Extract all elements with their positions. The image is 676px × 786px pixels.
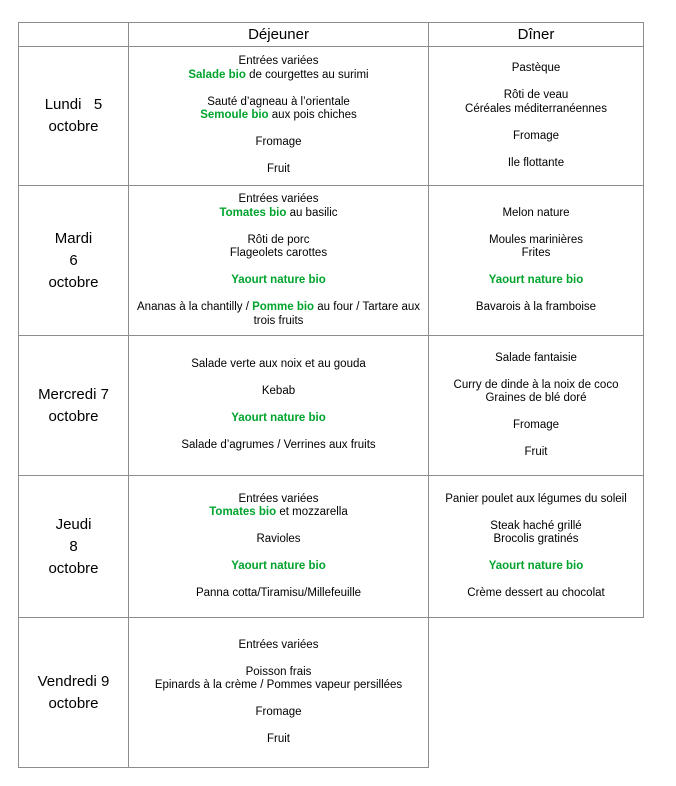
menu-line bbox=[181, 439, 375, 453]
menu-line bbox=[191, 358, 366, 372]
lunch-cell-lundi bbox=[128, 46, 428, 185]
menu-text: Panna cotta/Tiramisu/Millefeuille bbox=[195, 587, 362, 599]
menu-line bbox=[246, 666, 312, 680]
menu-text: au four / Tartare aux trois fruits bbox=[253, 301, 420, 327]
menu-text: Céréales méditerranéennes bbox=[465, 102, 607, 115]
menu-line bbox=[231, 274, 326, 288]
menu-text: Steak haché grillé bbox=[490, 519, 582, 532]
day-cell-mercredi bbox=[18, 335, 128, 475]
menu-text: Entrées variées bbox=[238, 55, 319, 68]
bio-item: Yaourt nature bio bbox=[231, 274, 326, 286]
menu-row-mardi bbox=[18, 185, 644, 335]
dinner-cell-lundi bbox=[428, 46, 644, 185]
menu-line bbox=[489, 274, 584, 288]
menu-text: Fruit bbox=[267, 163, 290, 176]
menu-line bbox=[485, 392, 586, 406]
menu-text: Fromage bbox=[512, 129, 560, 142]
day-line: Vendredi 9 bbox=[37, 672, 110, 690]
menu-text: Entrées variées bbox=[238, 193, 319, 205]
menu-line bbox=[135, 301, 422, 328]
menu-line bbox=[256, 533, 300, 547]
menu-text: Ile flottante bbox=[507, 156, 565, 169]
bio-item: Yaourt nature bio bbox=[488, 560, 584, 572]
menu-line bbox=[247, 234, 309, 248]
menu-text: au basilic bbox=[286, 206, 338, 219]
menu-line bbox=[522, 247, 551, 261]
menu-line bbox=[502, 207, 569, 221]
menu-line bbox=[239, 639, 319, 653]
menu-line bbox=[200, 109, 357, 123]
menu-line bbox=[513, 130, 559, 144]
menu-line bbox=[155, 679, 402, 693]
menu-line bbox=[231, 560, 326, 574]
day-cell-lundi bbox=[18, 46, 128, 185]
menu-text: Salade fantaisie bbox=[495, 351, 577, 364]
day-line: octobre bbox=[48, 118, 99, 135]
menu-line bbox=[267, 733, 290, 747]
menu-line bbox=[209, 506, 347, 520]
day-cell-vendredi bbox=[18, 617, 128, 768]
menu-line bbox=[454, 379, 619, 393]
header-dinner-label: Dîner bbox=[428, 22, 644, 46]
menu-line bbox=[493, 533, 578, 547]
menu-header-row bbox=[18, 22, 644, 46]
menu-line bbox=[476, 301, 596, 315]
menu-text: Crème dessert au chocolat bbox=[467, 587, 605, 599]
lunch-cell-mercredi bbox=[128, 335, 428, 475]
menu-line bbox=[512, 62, 561, 76]
day-line: 6 bbox=[69, 251, 78, 269]
menu-text: Frites bbox=[521, 247, 551, 259]
menu-text: Entrées variées bbox=[238, 638, 319, 651]
bio-item: Yaourt nature bio bbox=[231, 560, 326, 572]
menu-text: Entrées variées bbox=[238, 492, 319, 505]
dinner-cell-jeudi bbox=[428, 475, 644, 617]
menu-line bbox=[231, 412, 326, 426]
menu-row-mercredi bbox=[18, 335, 644, 475]
menu-line bbox=[513, 419, 559, 433]
menu-text: Flageolets carottes bbox=[229, 247, 328, 259]
bio-item: Salade bio bbox=[188, 68, 246, 81]
menu-text: Epinards à la crème / Pommes vapeur persillées bbox=[154, 679, 403, 691]
bio-item: Semoule bio bbox=[200, 109, 269, 122]
menu-line bbox=[239, 193, 319, 207]
menu-text: Rôti de veau bbox=[503, 89, 569, 101]
menu-line bbox=[490, 520, 581, 534]
menu-line bbox=[525, 446, 548, 460]
menu-text: Ananas à la chantilly / bbox=[137, 301, 253, 313]
day-line: Mardi bbox=[54, 229, 93, 247]
lunch-cell-mardi bbox=[128, 185, 428, 335]
menu-line bbox=[495, 352, 577, 366]
menu-text: Fruit bbox=[524, 446, 548, 458]
menu-line bbox=[489, 560, 584, 574]
dinner-cell-mardi bbox=[428, 185, 644, 335]
menu-text: Bavarois à la framboise bbox=[475, 301, 597, 313]
menu-text: Ravioles bbox=[256, 533, 301, 545]
menu-line bbox=[196, 587, 361, 601]
menu-line bbox=[239, 493, 319, 507]
menu-text: Fruit bbox=[267, 733, 290, 745]
menu-text: Melon nature bbox=[502, 206, 570, 219]
menu-text: Fromage bbox=[255, 706, 302, 718]
menu-text: Graines de blé doré bbox=[485, 392, 587, 404]
day-line: octobre bbox=[48, 559, 99, 577]
menu-text: Panier poulet aux légumes du soleil bbox=[445, 492, 627, 505]
menu-line bbox=[255, 706, 301, 720]
menu-text: et mozzarella bbox=[276, 506, 348, 518]
bio-item: Yaourt nature bio bbox=[231, 412, 326, 425]
menu-text: Fromage bbox=[512, 419, 560, 431]
menu-line bbox=[219, 207, 337, 221]
menu-text: Salade d’agrumes / Verrines aux fruits bbox=[181, 439, 376, 452]
menu-line bbox=[467, 587, 604, 601]
menu-line bbox=[445, 493, 627, 507]
menu-line bbox=[504, 89, 569, 103]
header-empty-cell bbox=[18, 22, 128, 46]
menu-text: Rôti de porc bbox=[247, 233, 310, 246]
menu-line bbox=[207, 96, 350, 110]
lunch-cell-vendredi bbox=[128, 617, 428, 768]
menu-text: Fromage bbox=[255, 136, 302, 149]
day-line: octobre bbox=[48, 694, 99, 712]
day-line: Lundi 5 bbox=[44, 96, 103, 113]
menu-row-jeudi bbox=[18, 475, 644, 617]
day-line: octobre bbox=[48, 407, 99, 425]
menu-row-lundi bbox=[18, 46, 644, 185]
menu-line bbox=[239, 55, 319, 69]
menu-line bbox=[262, 385, 295, 399]
menu-text: Salade verte aux noix et au gouda bbox=[191, 358, 366, 371]
menu-text: Kebab bbox=[261, 385, 296, 398]
menu-text: Moules marinières bbox=[489, 233, 583, 246]
menu-text: de courgettes au surimi bbox=[245, 68, 369, 81]
menu-text: Poisson frais bbox=[245, 665, 312, 678]
menu-text: aux pois chiches bbox=[268, 109, 357, 122]
weekly-menu-table bbox=[18, 22, 644, 768]
day-line: Jeudi bbox=[55, 515, 92, 533]
menu-rows bbox=[18, 46, 644, 768]
header-lunch-label: Déjeuner bbox=[128, 22, 428, 46]
bio-item: Tomates bio bbox=[209, 506, 277, 518]
bio-item: Pomme bio bbox=[252, 301, 315, 313]
dinner-cell-mercredi bbox=[428, 335, 644, 475]
menu-line bbox=[489, 234, 583, 248]
menu-row-vendredi bbox=[18, 617, 644, 768]
bio-item: Tomates bio bbox=[219, 206, 287, 219]
bio-item: Yaourt nature bio bbox=[488, 274, 584, 286]
menu-text: Brocolis gratinés bbox=[493, 533, 579, 545]
menu-text: Curry de dinde à la noix de coco bbox=[453, 378, 619, 391]
menu-line bbox=[267, 163, 290, 177]
menu-line bbox=[188, 69, 368, 83]
day-cell-mardi bbox=[18, 185, 128, 335]
day-line: 8 bbox=[69, 537, 78, 555]
menu-line bbox=[230, 247, 327, 261]
lunch-cell-jeudi bbox=[128, 475, 428, 617]
day-line: octobre bbox=[48, 273, 99, 291]
day-line: Mercredi 7 bbox=[38, 385, 109, 403]
menu-text: Pastèque bbox=[511, 62, 561, 74]
menu-line bbox=[465, 103, 607, 117]
menu-line bbox=[255, 136, 301, 150]
day-cell-jeudi bbox=[18, 475, 128, 617]
menu-text: Sauté d’agneau à l’orientale bbox=[207, 95, 350, 108]
menu-line bbox=[508, 157, 564, 171]
dinner-cell-vendredi bbox=[428, 617, 644, 768]
